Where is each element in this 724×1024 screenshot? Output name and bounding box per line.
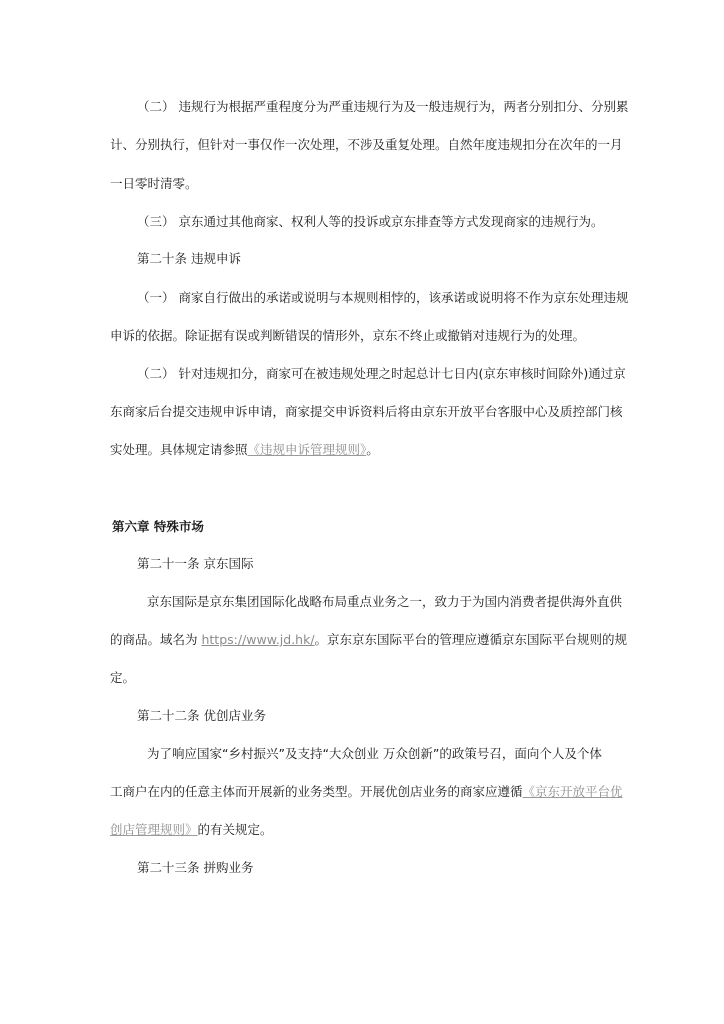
youchuang-rules-link-part2[interactable]: 创店管理规则》 bbox=[110, 822, 198, 837]
line-prefix: 实处理。具体规定请参照 bbox=[110, 442, 248, 457]
line-suffix: 的有关规定。 bbox=[197, 822, 273, 837]
paragraph-art21-line2 bbox=[110, 632, 627, 648]
article-23-title: 第二十三条 拼购业务 bbox=[137, 860, 254, 875]
line-suffix: 。京东京东国际平台的管理应遵循京东国际平台规则的规 bbox=[314, 632, 628, 647]
article-22-title: 第二十二条 优创店业务 bbox=[137, 708, 266, 723]
appeal-rules-link[interactable]: 《违规申诉管理规则》 bbox=[247, 442, 367, 457]
paragraph-art22-line3 bbox=[110, 822, 273, 838]
paragraph-art19-item2-line2: 计、分别执行，但针对一事仅作一次处理，不涉及重复处理。自然年度违规扣分在次年的一月 bbox=[110, 137, 623, 152]
paragraph-art20-item2-line2: 东商家后台提交违规申诉申请，商家提交申诉资料后将由京东开放平台客服中心及质控部门核 bbox=[110, 404, 623, 419]
paragraph-art20-item2-line3 bbox=[110, 442, 379, 458]
paragraph-art22-line2 bbox=[110, 784, 623, 800]
line-prefix: 的商品。域名为 bbox=[110, 632, 202, 647]
paragraph-art19-item2-line3: 一日零时清零。 bbox=[110, 176, 198, 191]
paragraph-art20-item2-line1: （二） 针对违规扣分，商家可在被违规处理之时起总计七日内(京东审核时间除外)通过京 bbox=[137, 366, 626, 381]
jd-hk-url-link[interactable]: https://www.jd.hk/ bbox=[201, 632, 315, 647]
line-suffix: 。 bbox=[366, 442, 379, 457]
article-21-title: 第二十一条 京东国际 bbox=[137, 556, 254, 571]
paragraph-art20-item1-line2: 申诉的依据。除证据有误或判断错误的情形外，京东不终止或撤销对违规行为的处理。 bbox=[110, 328, 586, 343]
youchuang-rules-link-part1[interactable]: 《京东开放平台优 bbox=[522, 784, 623, 799]
chapter-6-heading: 第六章 特殊市场 bbox=[112, 519, 204, 534]
article-20-title: 第二十条 违规申诉 bbox=[137, 251, 241, 266]
paragraph-art19-item2-line1: （二） 违规行为根据严重程度分为严重违规行为及一般违规行为，两者分别扣分、分别累 bbox=[137, 99, 629, 114]
paragraph-art20-item1-line1: （一） 商家自行做出的承诺或说明与本规则相悖的，该承诺或说明将不作为京东处理违规 bbox=[137, 290, 629, 305]
paragraph-art19-item3: （三） 京东通过其他商家、权利人等的投诉或京东排查等方式发现商家的违规行为。 bbox=[137, 214, 604, 229]
line-prefix: 工商户在内的任意主体而开展新的业务类型。开展优创店业务的商家应遵循 bbox=[110, 784, 523, 799]
paragraph-art21-line1: 京东国际是京东集团国际化战略布局重点业务之一，致力于为国内消费者提供海外直供 bbox=[147, 594, 623, 609]
paragraph-art21-line3: 定。 bbox=[110, 670, 136, 685]
paragraph-art22-line1: 为了响应国家“乡村振兴”及支持“大众创业 万众创新”的政策号召，面向个人及个体 bbox=[147, 746, 602, 761]
